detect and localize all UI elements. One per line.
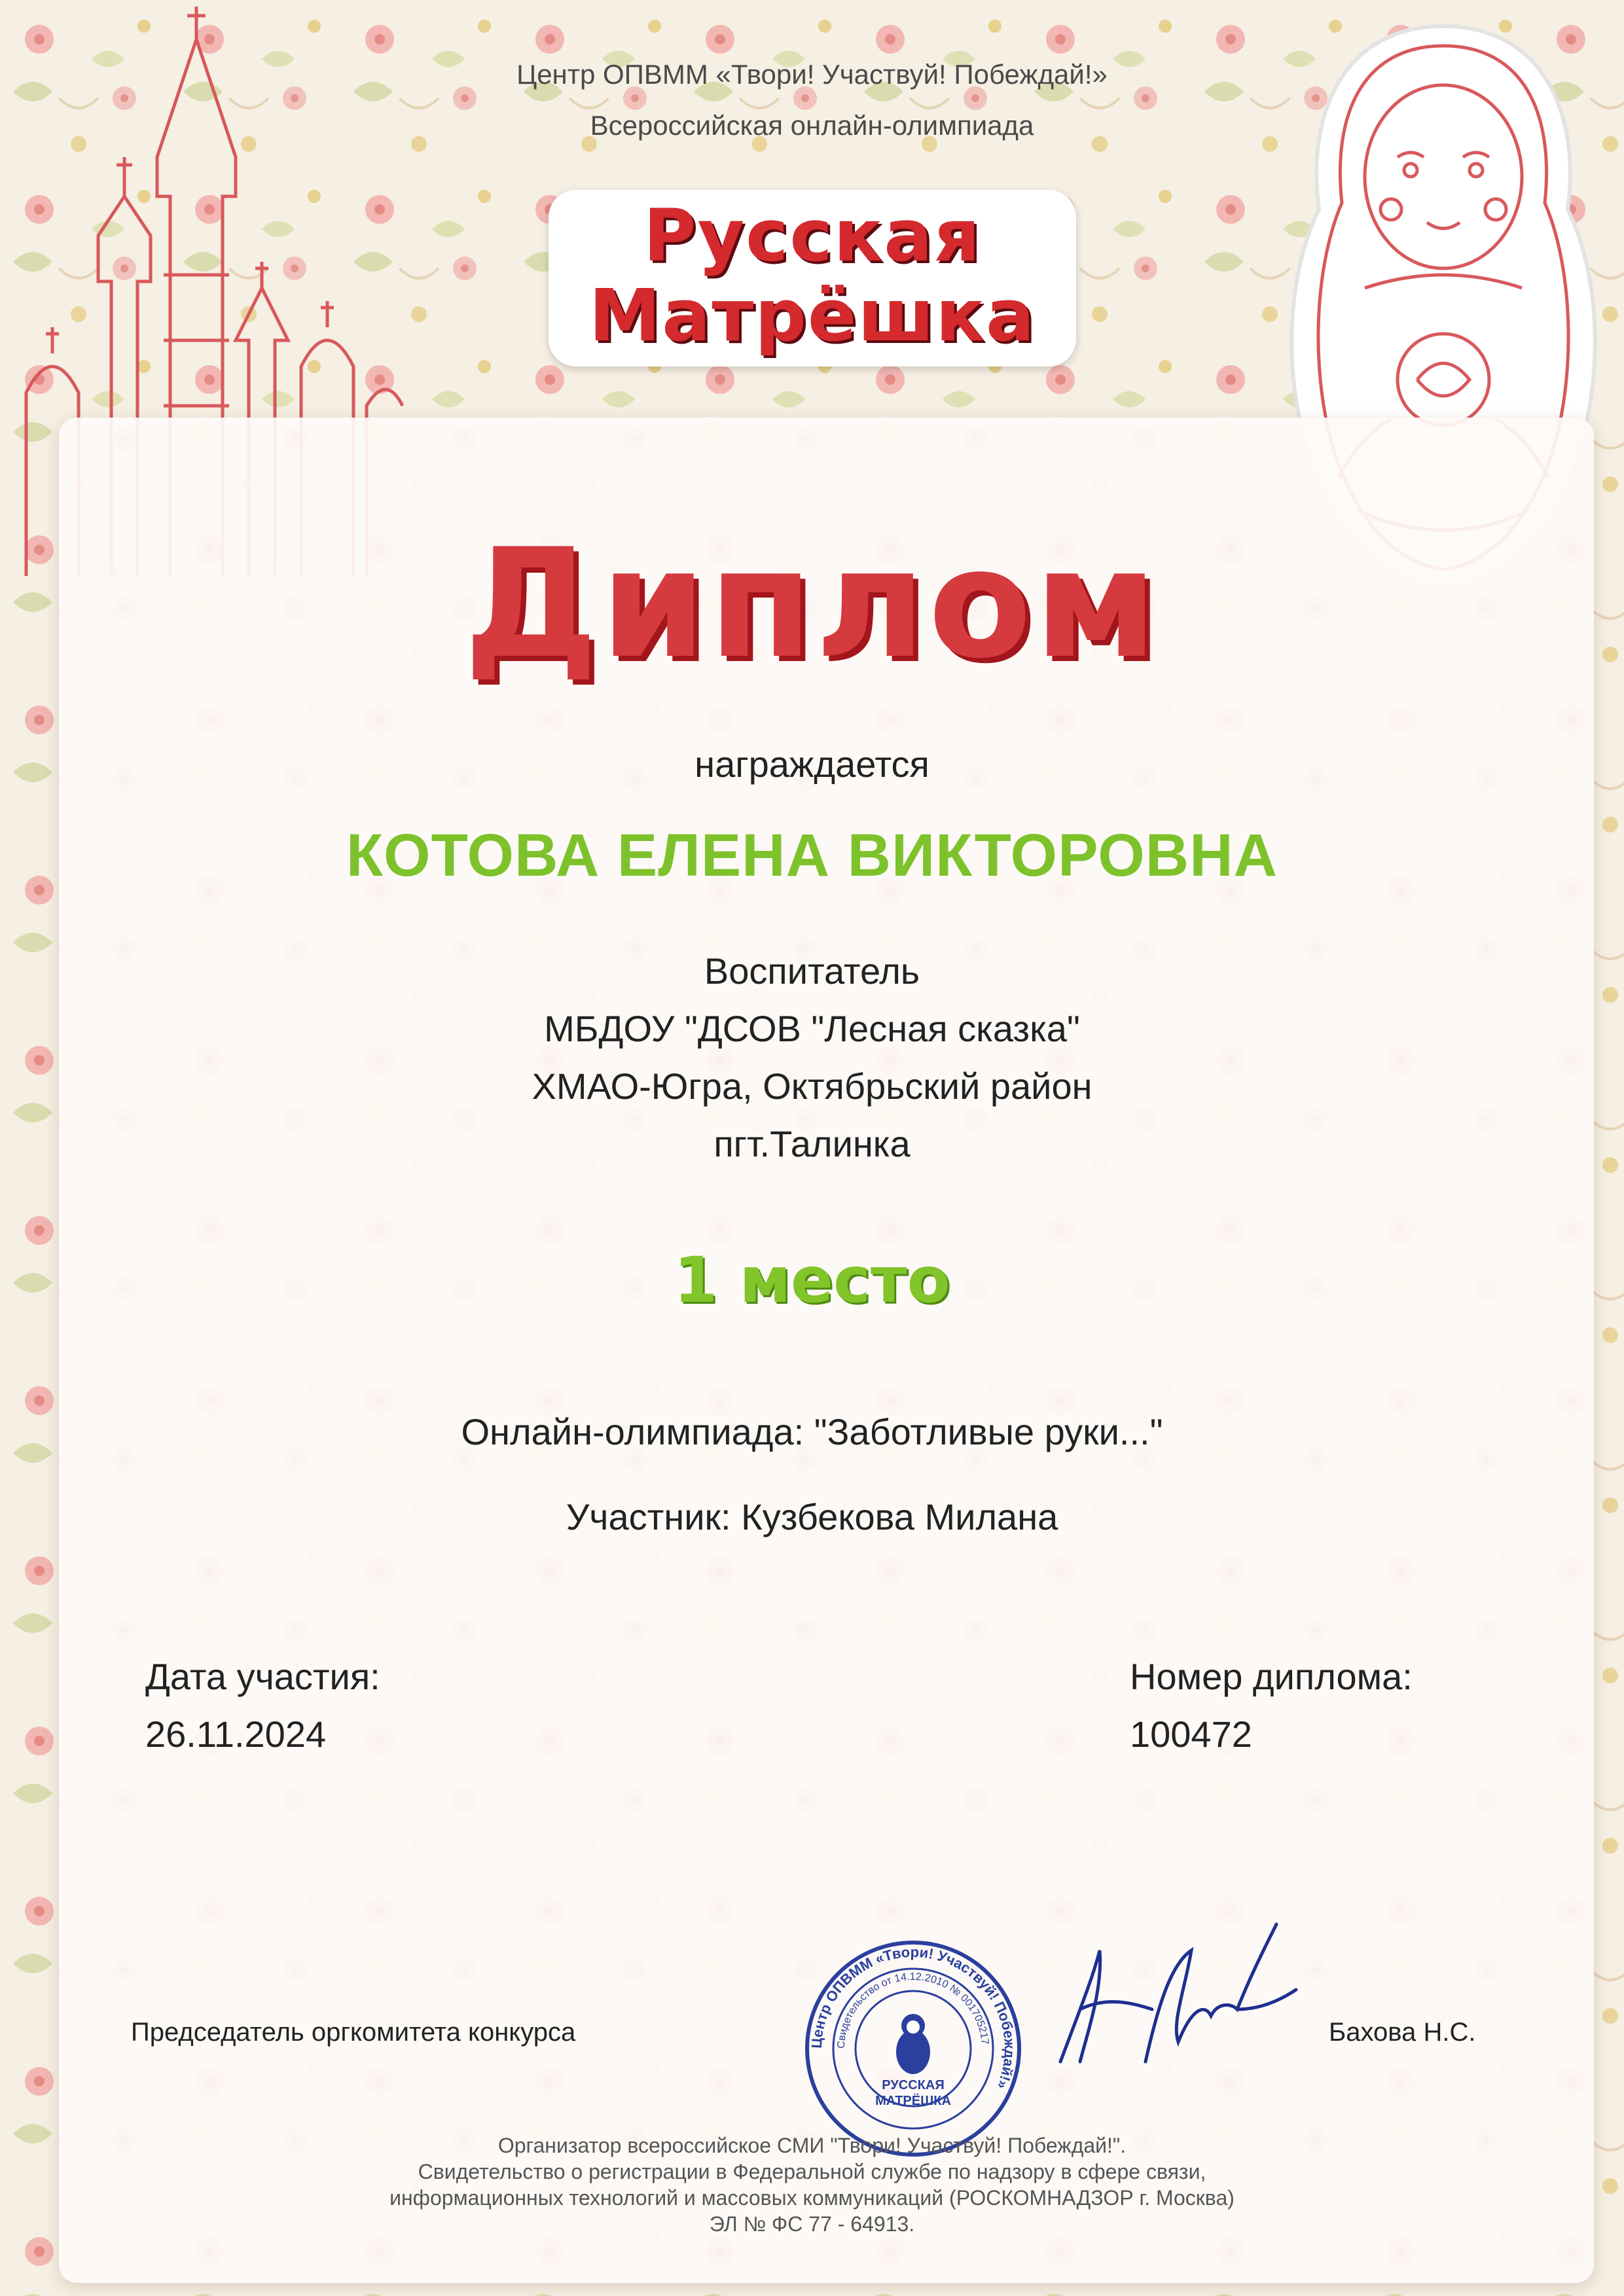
place-award: 1 место bbox=[674, 1244, 950, 1317]
stamp-center-line-1: РУССКАЯ bbox=[882, 2078, 945, 2092]
date-value: 26.11.2024 bbox=[145, 1713, 327, 1755]
chair-name: Бахова Н.С. bbox=[1329, 2018, 1476, 2047]
recipient-position: Воспитатель bbox=[704, 950, 920, 992]
stamp-ring-text: Центр ОПВММ «Твори! Участвуй! Побеждай!» bbox=[808, 1943, 1019, 2092]
stamp-matryoshka-icon bbox=[896, 2014, 930, 2074]
organizer-line: Центр ОПВММ «Твори! Участвуй! Побеждай!» bbox=[516, 59, 1108, 90]
diploma-title: Диплом bbox=[463, 517, 1161, 692]
awarded-text: награждается bbox=[695, 744, 929, 785]
footer-line-1: Организатор всероссийское СМИ "Твори! Участвуй! Побеждай!". bbox=[497, 2134, 1127, 2157]
stamp-center-line-2: МАТРЁШКА bbox=[875, 2094, 951, 2108]
olympiad-name: Онлайн-олимпиада: "Заботливые руки..." bbox=[461, 1411, 1163, 1452]
footer-line-3: информационных технологий и массовых коммуникаций (РОСКОМНАДЗОР г. Москва) bbox=[389, 2186, 1235, 2210]
footer-line-2: Свидетельство о регистрации в Федеральной службе по надзору в сфере связи, bbox=[418, 2160, 1206, 2183]
participant-name: Участник: Кузбекова Милана bbox=[566, 1496, 1058, 1537]
handwritten-signature bbox=[1041, 1911, 1303, 2081]
recipient-region: ХМАО-Югра, Октябрьский район bbox=[532, 1066, 1092, 1107]
recipient-organization: МБДОУ "ДСОВ "Лесная сказка" bbox=[544, 1008, 1080, 1049]
diploma-number-label: Номер диплома: bbox=[1130, 1656, 1413, 1697]
stamp-inner-text: Свидетельство от 14.12.2010 № 001705217 bbox=[835, 1971, 990, 2049]
logo-line-1: Русская bbox=[643, 194, 982, 278]
date-label: Дата участия: bbox=[145, 1656, 380, 1697]
recipient-name: КОТОВА ЕЛЕНА ВИКТОРОВНА bbox=[346, 822, 1278, 889]
diploma-number-value: 100472 bbox=[1130, 1713, 1252, 1755]
event-type: Всероссийская онлайн-олимпиада bbox=[590, 110, 1034, 141]
logo-line-2: Матрёшка bbox=[588, 274, 1036, 357]
recipient-locality: пгт.Талинка bbox=[713, 1123, 911, 1164]
chair-label: Председатель оргкомитета конкурса bbox=[131, 2018, 576, 2047]
footer-line-4: ЭЛ № ФС 77 - 64913. bbox=[709, 2212, 915, 2236]
official-stamp bbox=[802, 1937, 1024, 2160]
